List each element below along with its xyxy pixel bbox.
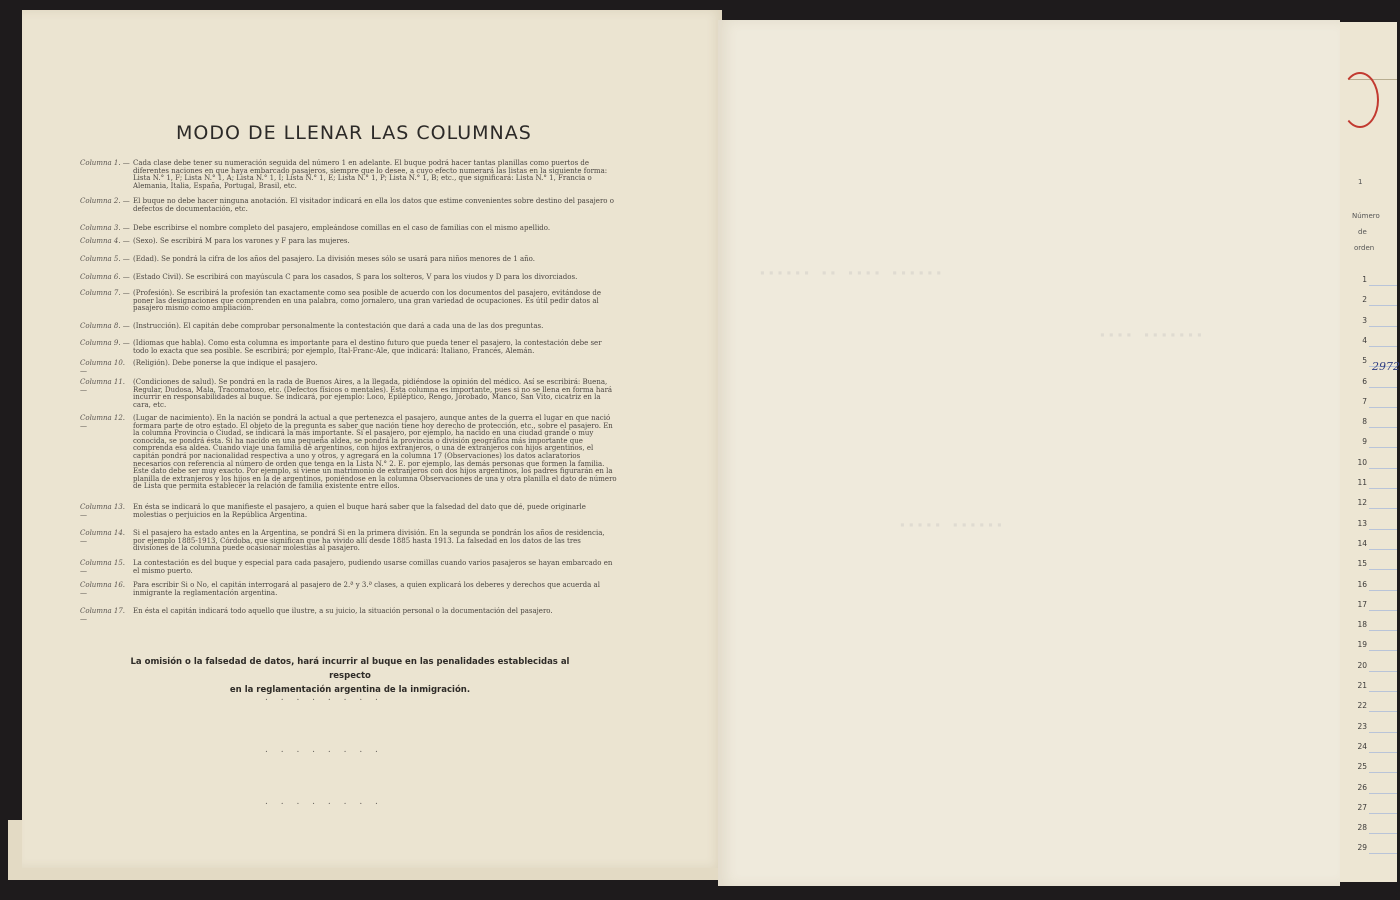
row-rule — [1369, 610, 1397, 611]
bleedthrough-text: ▪▪▪▪ ▪▪▪▪▪▪▪ — [1100, 330, 1206, 339]
column-header-numero: Número — [1352, 212, 1380, 220]
instruction-text: Debe escribirse el nombre completo del pasajero, empleándose comillas en el caso de familias con el mismo apellido. — [133, 224, 551, 232]
instruction-text: (Instrucción). El capitán debe comprobar personalmente la contestación que dará a cada una de las dos preguntas. — [133, 322, 544, 330]
instruction-text: Cada clase debe tener su numeración seguida del número 1 en adelante. El buque podrá hacer tantas planillas como puertos de diferentes naciones en que haya embarcado pasajeros, siempre que lo desee, a cuyo efecto numerará las listas en la siguiente forma: Lista N.° 1, F; Lista N.° 1, A; Lista N.° 1, I; Lista N.° 1, E; Lista N.° 1, P; Lista N.° 1, B; etc., que significará: Lista N.° 1, Francia o Alemania, Italia, España, Portugal, Brasil, etc. — [133, 159, 608, 190]
row-number: 17 — [1357, 599, 1367, 609]
row-rule — [1369, 671, 1397, 672]
instruction-text: (Edad). Se pondrá la cifra de los años del pasajero. La división meses sólo se usará para niños menores de 1 año. — [133, 255, 535, 263]
instruction-text: (Lugar de nacimiento). En la nación se pondrá la actual a que pertenezca el pasajero, aunque antes de la guerra el lugar en que nació formara parte de otro estado. El objeto de la pregunta es saber que nación tiene hoy derecho de protección, etc., sobre el pasajero. En la columna Provincia o Ciudad, se indicará la más importante. Si el pasajero, por ejemplo, ha nacido en una ciudad grande o muy conocida, se pondrá ésta. Si ha nacido en una pequeña aldea, se pondrá la provincia o división geográfica más importante que comprenda esa aldea. Cuando viaje una familia de argentinos, con hijos extranjeros, o una de extranjeros con hijos argentinos, el capitán pondrá por nacionalidad respectiva a uno y otros, y agregará en la columna 17 (Observaciones) los datos aclaratorios necesarios con referencia al número de orden que tenga en la Lista N.° 2. E. por ejemplo, las demás personas que formen la familia. Este dato debe ser muy exacto. Por ejemplo, si viene un matrimonio de extranjeros con dos hijos argentinos, los padres figurarán en la planilla de extranjeros y los hijos en la de argentinos, poniéndose en la columna Observaciones de una y otra planilla el dato de número de Lista que permita establecer la relación de familia existente entre ellos. — [133, 414, 617, 491]
instruction-label: Columna 15. — — [80, 559, 125, 575]
instruction-text: (Sexo). Se escribirá M para los varones y F para las mujeres. — [133, 237, 350, 245]
page-title: MODO DE LLENAR LAS COLUMNAS — [176, 122, 532, 144]
bleedthrough-text: ▪▪▪▪▪ ▪▪▪▪▪▪ — [900, 520, 1006, 529]
row-rule — [1369, 468, 1397, 469]
handwritten-entry: 2972 — [1372, 360, 1400, 373]
row-number: 23 — [1357, 721, 1367, 731]
instruction-label: Columna 4. — — [80, 237, 130, 245]
instruction-label: Columna 13. — — [80, 503, 125, 519]
row-number: 14 — [1357, 538, 1367, 548]
row-rule — [1369, 650, 1397, 651]
row-rule — [1369, 813, 1397, 814]
instruction-text: En ésta se indicará lo que manifieste el pasajero, a quien el buque hará saber que la falsedad del dato que dé, puede originarle molestias o perjuicios en la República Argentina. — [133, 503, 586, 519]
instruction-label: Columna 11. — — [80, 378, 125, 394]
footer-line-2: en la reglamentación argentina de la inmigración. — [229, 685, 471, 695]
row-number: 15 — [1357, 559, 1367, 569]
row-rule — [1369, 569, 1397, 570]
instruction-label: Columna 8. — — [80, 322, 130, 330]
row-number: 27 — [1357, 802, 1367, 812]
instruction-label: Columna 7. — — [80, 289, 130, 297]
dotted-line: . . . . . . . . — [265, 693, 383, 703]
instruction-label: Columna 9. — — [80, 339, 130, 347]
row-rule — [1369, 549, 1397, 550]
instruction-text: El buque no debe hacer ninguna anotación. El visitador indicará en ella los datos que estime convenientes sobre destino del pasajero o defectos de documentación, etc. — [133, 197, 614, 213]
row-number: 28 — [1357, 823, 1367, 833]
row-number: 7 — [1362, 396, 1367, 406]
instruction-label: Columna 1. — — [80, 159, 130, 167]
row-rule — [1369, 387, 1397, 388]
row-number: 2 — [1362, 295, 1367, 305]
instruction-label: Columna 10. — — [80, 359, 125, 375]
row-rule — [1369, 407, 1397, 408]
instruction-label: Columna 5. — — [80, 255, 130, 263]
column-header-orden: orden — [1354, 244, 1375, 252]
column-header-de: de — [1358, 228, 1367, 236]
row-rule — [1369, 732, 1397, 733]
instruction-text: (Religión). Debe ponerse la que indique el pasajero. — [133, 359, 318, 367]
row-number: 12 — [1357, 498, 1367, 508]
row-rule — [1369, 305, 1397, 306]
right-page-bleedthrough — [718, 20, 1340, 886]
bleedthrough-text: ▪▪▪▪▪▪ ▪▪ ▪▪▪▪ ▪▪▪▪▪▪ — [760, 268, 946, 277]
row-rule — [1369, 793, 1397, 794]
instruction-text: (Idiomas que habla). Como esta columna es importante para el destino futuro que pueda tener el pasajero, la contestación debe ser todo lo exacta que sea posible. Se escribirá; por ejemplo, Ital-Franc-Ale, que indicará: Italiano, Francés, Alemán. — [133, 339, 602, 355]
row-number: 3 — [1362, 315, 1367, 325]
row-rule — [1369, 488, 1397, 489]
footer-line-1: La omisión o la falsedad de datos, hará incurrir al buque en las penalidades establecidas al respecto — [130, 657, 570, 681]
row-number: 11 — [1357, 478, 1367, 487]
instruction-label: Columna 17. — — [80, 607, 125, 623]
row-number: 8 — [1362, 417, 1367, 427]
row-rule — [1369, 590, 1397, 591]
instruction-label: Columna 6. — — [80, 273, 130, 281]
row-rule — [1369, 346, 1397, 347]
footer-note — [110, 655, 590, 697]
row-rule — [1369, 508, 1397, 509]
row-number: 5 — [1362, 356, 1367, 366]
row-number: 6 — [1362, 376, 1367, 386]
row-rule — [1369, 630, 1397, 631]
row-rule — [1369, 772, 1397, 773]
row-rule — [1369, 427, 1397, 428]
instruction-label: Columna 16. — — [80, 581, 125, 597]
row-number: 20 — [1357, 660, 1367, 670]
instruction-text: (Estado Civil). Se escribirá con mayúscula C para los casados, S para los solteros, V para los viudos y D para los divorciados. — [133, 273, 578, 281]
row-rule — [1369, 529, 1397, 530]
dotted-line: . . . . . . . . — [265, 745, 383, 755]
instruction-label: Columna 3. — — [80, 224, 130, 232]
row-number: 13 — [1357, 518, 1367, 528]
row-number: 10 — [1357, 457, 1367, 467]
next-page-edge — [1340, 22, 1397, 882]
row-number: 19 — [1357, 640, 1367, 650]
instruction-label: Columna 2. — — [80, 197, 130, 205]
row-rule — [1369, 326, 1397, 327]
row-rule — [1369, 447, 1397, 448]
row-number: 4 — [1362, 335, 1367, 345]
row-rule — [1369, 691, 1397, 692]
red-stamp-mark — [1341, 72, 1379, 128]
instruction-label: Columna 12. — — [80, 414, 125, 430]
instruction-text: Para escribir Si o No, el capitán interrogará al pasajero de 2.ª y 3.ª clases, a quien explicará los deberes y derechos que acuerda al inmigrante la reglamentación argentina. — [133, 581, 600, 597]
row-number: 21 — [1357, 681, 1367, 690]
row-number: 16 — [1357, 579, 1367, 589]
instruction-text: (Condiciones de salud). Se pondrá en la rada de Buenos Aires, a la llegada, pidiéndose la opinión del médico. Así se escribirá: Buena, Regular, Dudosa, Mala, Tracomatoso, etc. (Defectos físicos o mentales). Esta columna es importante, pues si no se llena en forma hará incurrir en responsabilidades al buque. Se indicará, por ejemplo: Loco, Epiléptico, Rengo, Jorobado, Manco, San Vito, cicatriz en la cara, etc. — [133, 378, 613, 409]
row-rule — [1369, 752, 1397, 753]
row-number: 22 — [1357, 701, 1367, 711]
column-number: 1 — [1358, 178, 1363, 186]
row-rule — [1369, 711, 1397, 712]
dotted-line: . . . . . . . . — [265, 797, 383, 807]
row-rule — [1369, 285, 1397, 286]
row-number: 26 — [1357, 782, 1367, 792]
row-number: 29 — [1357, 843, 1367, 853]
row-rule — [1369, 853, 1397, 854]
instruction-text: Si el pasajero ha estado antes en la Argentina, se pondrá Si en la primera división. En la segunda se pondrán los años de residencia, por ejemplo 1885-1913, Córdoba, que significan que ha vivido allí desde 1885 hasta 1913. La falsedad en los datos de las tres divisiones de la columna puede ocasionar molestias al pasajero. — [133, 529, 605, 553]
instruction-label: Columna 14. — — [80, 529, 125, 545]
instruction-text: En ésta el capitán indicará todo aquello que ilustre, a su juicio, la situación personal o la documentación del pasajero. — [133, 607, 553, 615]
row-rule — [1369, 833, 1397, 834]
row-number: 1 — [1362, 275, 1367, 284]
row-number: 24 — [1357, 741, 1367, 751]
instruction-text: (Profesión). Se escribirá la profesión tan exactamente como sea posible de acuerdo con los documentos del pasajero, evitándose de poner las designaciones que comprenden en una palabra, como jornalero, una gran variedad de ocupaciones. Es útil pedir datos al pasajero mismo como ampliación. — [133, 289, 602, 313]
row-number: 9 — [1362, 437, 1367, 447]
row-number: 25 — [1357, 762, 1367, 772]
instruction-text: La contestación es del buque y especial para cada pasajero, pudiendo usarse comillas cuando varios pasajeros se hayan embarcado en el mismo puerto. — [133, 559, 613, 575]
row-number: 18 — [1357, 620, 1367, 630]
